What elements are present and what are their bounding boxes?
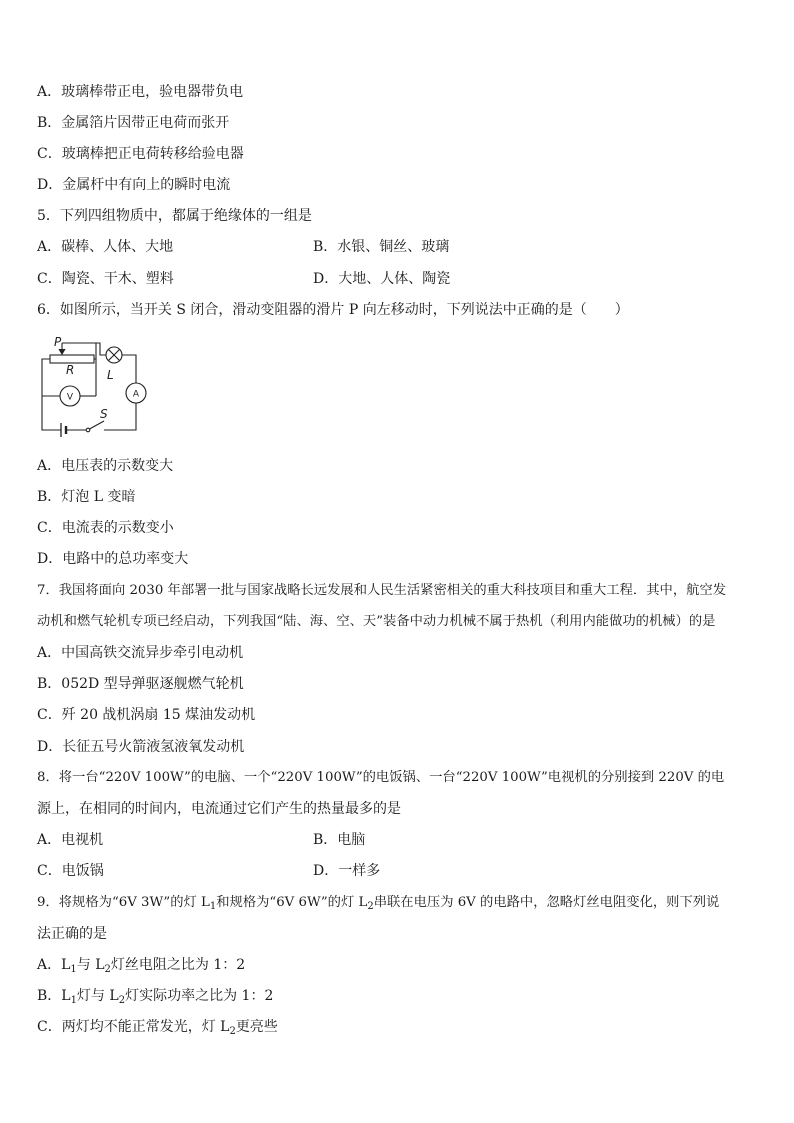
switch-contact	[86, 428, 90, 432]
q6-option-c: C．电流表的示数变小	[37, 520, 174, 536]
q9-option-c: C．两灯均不能正常发光，灯 $L_2$更亮些	[37, 1019, 278, 1037]
q7-option-d: D．长征五号火箭液氢液氧发动机	[37, 739, 245, 755]
q7-option-c: C．歼 20 战机涡扇 15 煤油发动机	[37, 707, 256, 723]
q5-option-d: D．大地、人体、陶瓷	[313, 271, 451, 287]
q4-option-c: C．玻璃棒把正电荷转移给验电器	[37, 146, 244, 162]
q7-option-a: A．中国高铁交流异步牵引电动机	[37, 645, 244, 661]
lamp-wire-right	[122, 355, 136, 383]
q8-stem-line1: 8．将一台“220V 100W”的电脑、一个“220V 100W”的电饭锅、一台“220V 100W”电视机的分别接到 220V 的电	[37, 770, 725, 785]
q8-option-a: A．电视机	[37, 832, 104, 848]
ammeter-wire-bottom	[104, 403, 136, 430]
q8-option-c: C．电饭锅	[37, 863, 104, 879]
rheostat-slider-arrow	[59, 349, 65, 354]
circuit-wire-mid	[94, 359, 96, 396]
q6-option-a: A．电压表的示数变大	[37, 458, 174, 474]
q5-option-c: C．陶瓷、干木、塑料	[37, 271, 174, 287]
q6-circuit-diagram	[34, 332, 156, 444]
label-r: R	[66, 363, 75, 377]
q6-stem: 6．如图所示，当开关 S 闭合，滑动变阻器的滑片 P 向左移动时，下列说法中正确的是（ ）	[37, 302, 629, 318]
q9-option-a: A．$L_1$与 $L_2$灯丝电阻之比为 1：2	[37, 957, 246, 975]
label-v: V	[66, 392, 74, 403]
q7-option-b: B．052D 型导弹驱逐舰燃气轮机	[37, 676, 244, 692]
switch-lever	[90, 421, 105, 429]
q9-stem-line2: 法正确的是	[37, 926, 107, 942]
q8-stem-line2: 源上，在相同的时间内，电流通过它们产生的热量最多的是	[37, 801, 401, 817]
label-p: P	[54, 335, 62, 349]
q4-option-a: A．玻璃棒带正电，验电器带负电	[37, 84, 244, 100]
q7-stem-line2: 动机和燃气轮机专项已经启动，下列我国“陆、海、空、天”装备中动力机械不属于热机（利用内能做功的机械）的是	[37, 614, 716, 629]
q6-option-b: B．灯泡 L 变暗	[37, 489, 136, 505]
q9-option-b: B．$L_1$灯与 $L_2$灯实际功率之比为 1：2	[37, 988, 274, 1006]
q8-option-d: D．一样多	[313, 863, 381, 879]
label-a: A	[132, 389, 140, 400]
q4-option-d: D．金属杆中有向上的瞬时电流	[37, 177, 231, 193]
circuit-wire-left-bottom	[42, 396, 61, 430]
q9-stem-line1: 9．将规格为“6V 3W”的灯 $L_1$和规格为“6V 6W”的灯 $L_2$串联在电压为 6V 的电路中，忽略灯丝电阻变化，则下列说	[37, 895, 720, 912]
label-l: L	[107, 368, 114, 382]
q5-option-a: A．碳棒、人体、大地	[37, 239, 174, 255]
q5-option-b: B．水银、铜丝、玻璃	[313, 239, 450, 255]
circuit-wire-left-top	[42, 359, 50, 396]
q4-option-b: B．金属箔片因带正电荷而张开	[37, 115, 230, 131]
q6-option-d: D．电路中的总功率变大	[37, 551, 189, 567]
label-s: S	[100, 407, 108, 421]
q5-stem: 5．下列四组物质中，都属于绝缘体的一组是	[37, 208, 312, 224]
lamp-wire-left	[96, 343, 106, 355]
q8-option-b: B．电脑	[313, 832, 366, 848]
q7-stem-line1: 7．我国将面向 2030 年部署一批与国家战略长远发展和人民生活紧密相关的重大科技项目和重大工程．其中，航空发	[37, 583, 727, 598]
rheostat-resistor	[50, 355, 94, 363]
